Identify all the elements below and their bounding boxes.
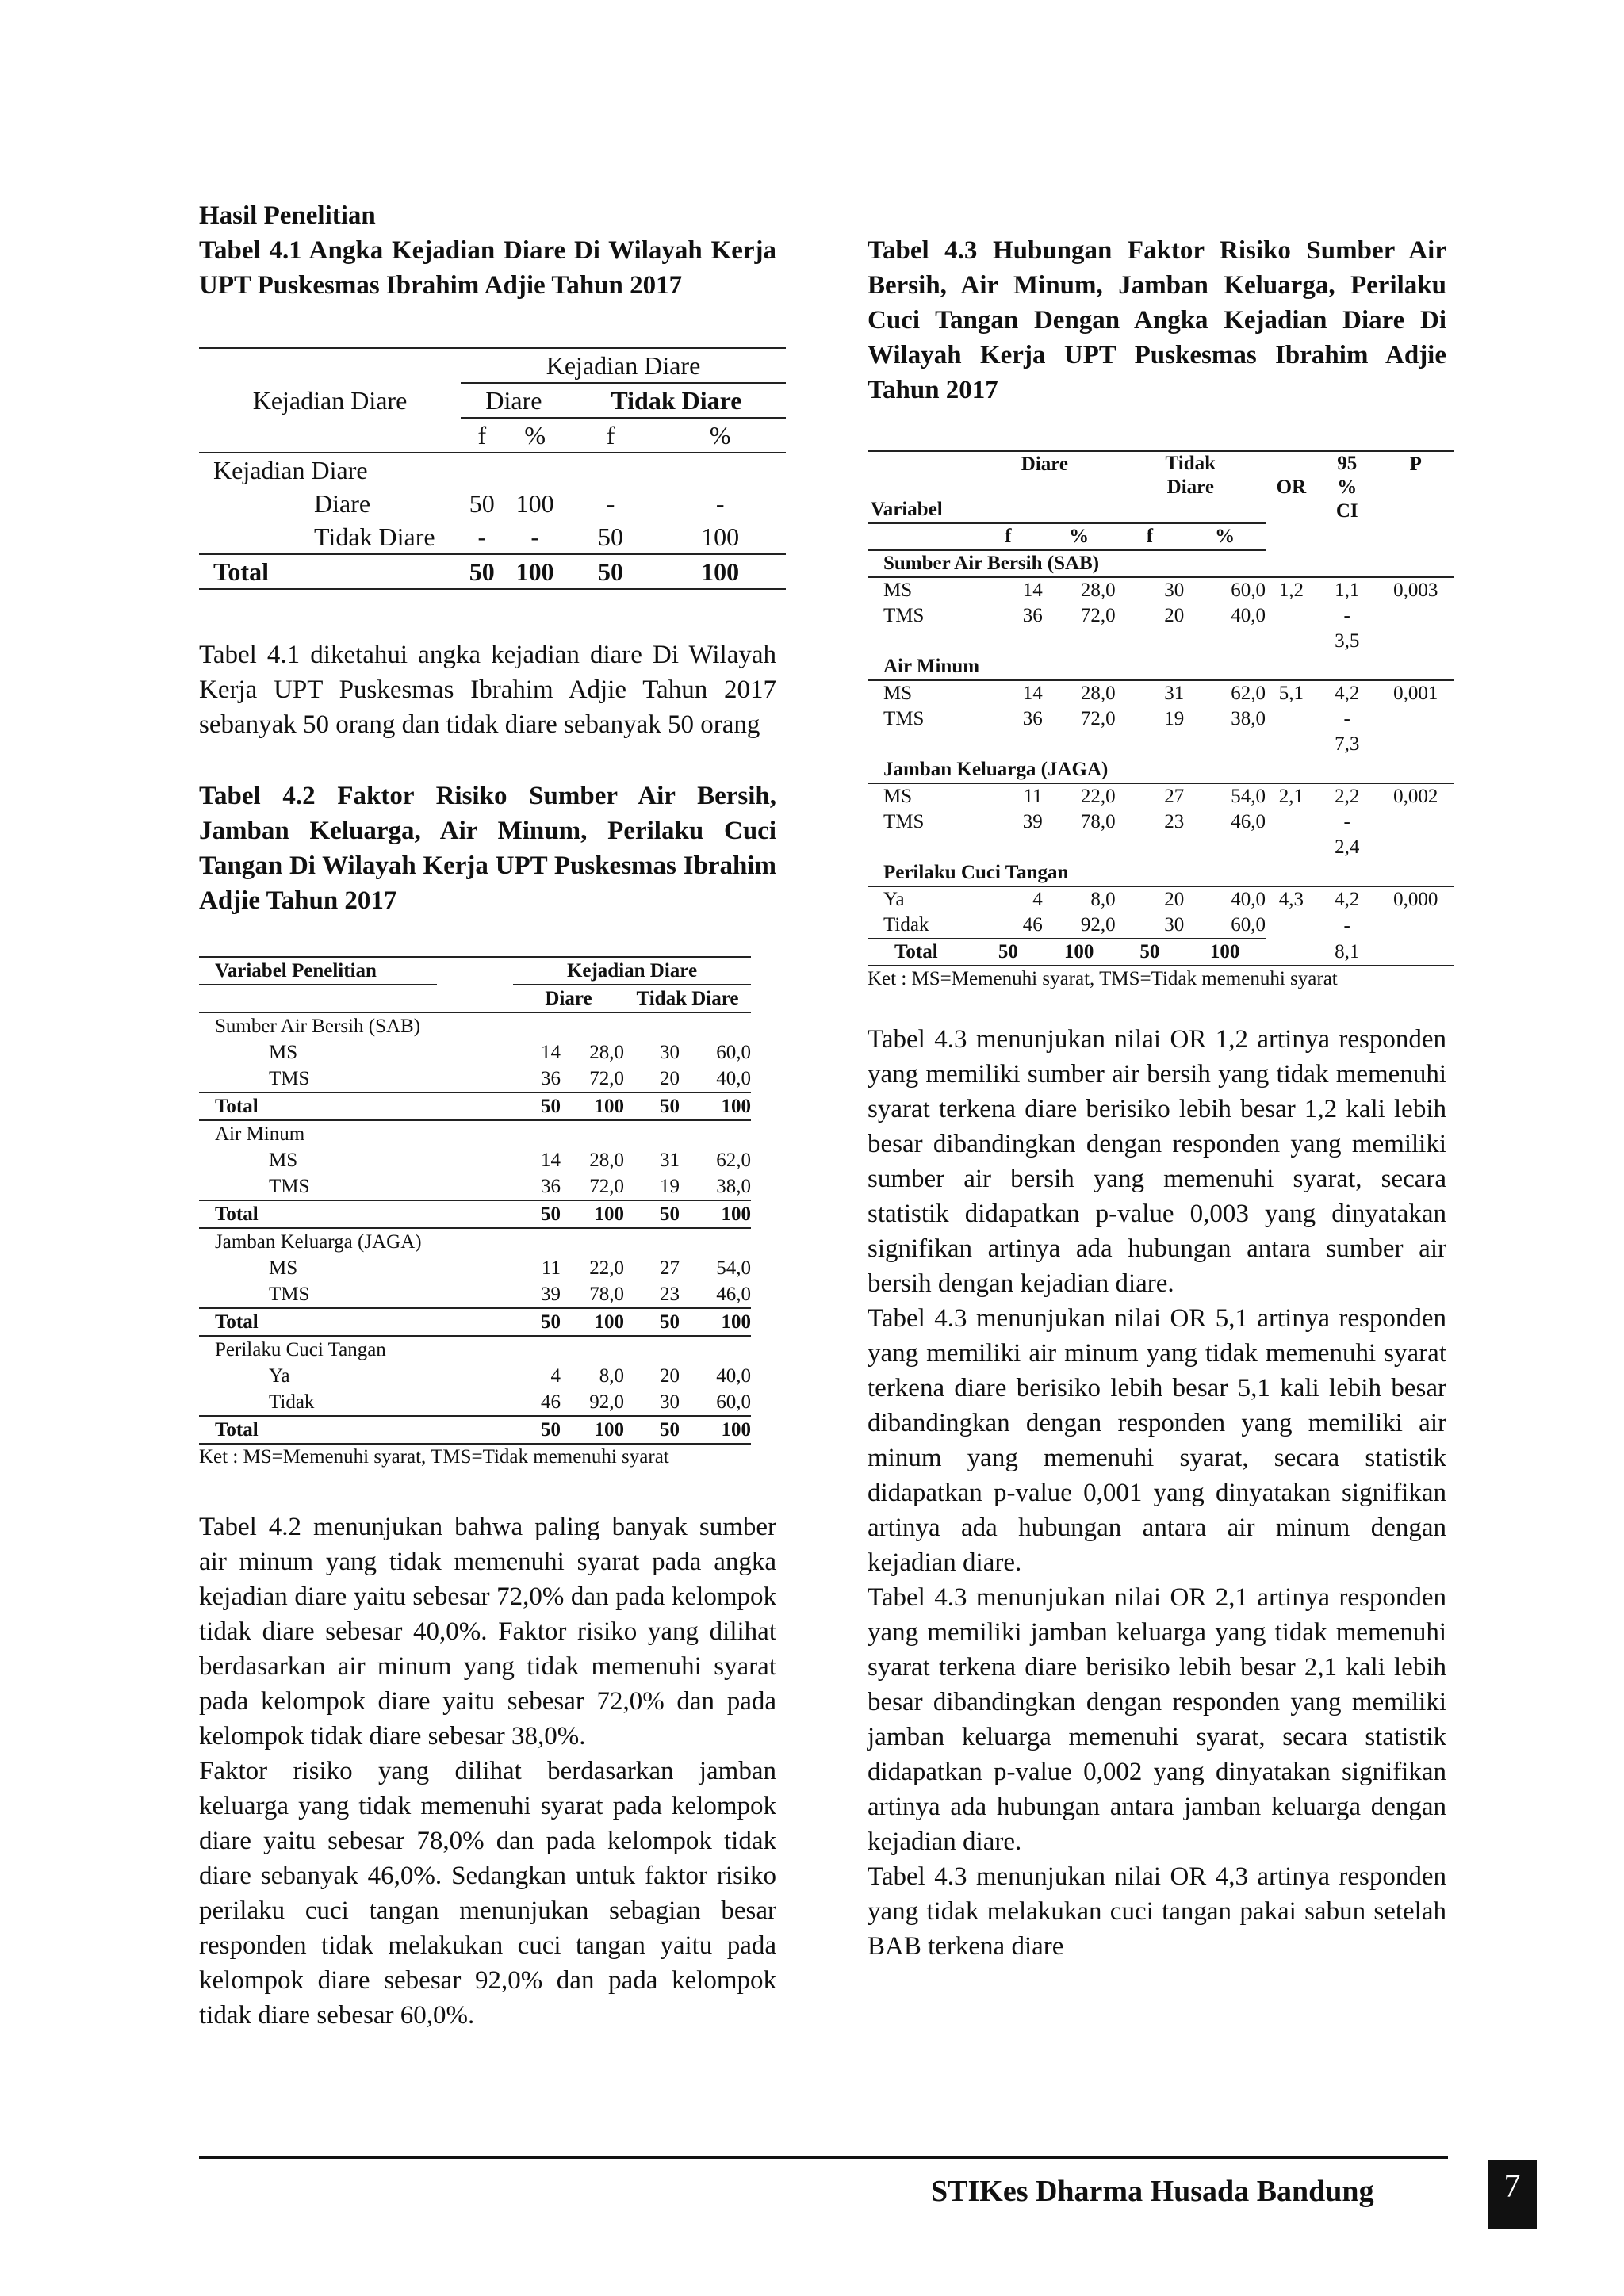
t43-tidak-header: Tidak Diare xyxy=(1116,451,1266,506)
row-label: TMS xyxy=(199,1281,437,1308)
value-cell: 72,0 xyxy=(1080,605,1116,626)
value-cell: 4 xyxy=(974,886,1043,913)
group-label: Air Minum xyxy=(868,654,1266,680)
spacer-cell xyxy=(437,1200,513,1228)
spacer-cell xyxy=(1043,732,1116,757)
table-row xyxy=(199,1363,751,1389)
value-cell: 78,0 xyxy=(1080,811,1116,832)
spacer-cell xyxy=(1377,835,1454,860)
value-cell: 38,0 xyxy=(680,1173,751,1200)
value-cell: 23 xyxy=(1164,811,1185,832)
p-cell xyxy=(1377,603,1454,629)
ci-cell: - xyxy=(1343,914,1350,936)
total-value: 100 xyxy=(680,1200,751,1228)
or-cell: 5,1 xyxy=(1266,680,1317,706)
or-cell xyxy=(1266,603,1317,629)
spacer-cell xyxy=(868,732,974,757)
spacer-cell xyxy=(1116,732,1185,757)
table-row xyxy=(199,1066,751,1093)
value-cell: 23 xyxy=(624,1281,680,1308)
t41-sub: % xyxy=(504,418,567,453)
right-column xyxy=(868,233,1446,1964)
value-cell: 78,0 xyxy=(561,1281,624,1308)
spacer-cell xyxy=(1377,939,1454,966)
spacer-cell xyxy=(1266,835,1317,860)
paragraph: Tabel 4.2 menunjukan bahwa paling banyak sumber air minum yang tidak memenuhi syarat pada angka kejadian diare yaitu sebesar 72,0% dan pada kelompok tidak diare sebesar 40,0%. Faktor risiko yang dilihat berdasarkan air minum yang tidak memenuhi syarat pada kelompok diare yaitu sebesar 72,0% dan pada kelompok tidak diare sebesar 38,0%. xyxy=(199,1513,776,1751)
value-cell: 22,0 xyxy=(589,1257,624,1279)
group-header-row xyxy=(868,757,1454,783)
table-row xyxy=(199,1389,751,1416)
spacer-cell xyxy=(1184,629,1266,654)
value-cell: 39 xyxy=(1022,811,1043,832)
value-cell: 40,0 xyxy=(1184,886,1266,913)
table-total-row: Total 50 100 50 100 xyxy=(199,554,786,589)
value-cell: 14 xyxy=(974,577,1043,603)
p-cell: 0,002 xyxy=(1377,783,1454,809)
ci-cell: - xyxy=(1343,811,1350,832)
t43-p-header: P xyxy=(1377,451,1454,523)
spacer-cell xyxy=(1266,939,1317,966)
total-value: 50 xyxy=(974,939,1043,966)
value-cell: 72,0 xyxy=(561,1066,624,1093)
group-label: Sumber Air Bersih (SAB) xyxy=(868,550,1266,577)
total-value: 50 xyxy=(513,1308,561,1336)
table-4-1 xyxy=(199,347,786,590)
group-label: Jamban Keluarga (JAGA) xyxy=(215,1231,422,1253)
spacer-cell xyxy=(1116,835,1185,860)
total-value: 50 xyxy=(624,1308,680,1336)
value-cell: 72,0 xyxy=(561,1173,624,1200)
table-row xyxy=(868,680,1454,706)
value-cell: 36 xyxy=(1022,605,1043,626)
value-cell: 19 xyxy=(624,1173,680,1200)
group-header-row xyxy=(868,654,1454,680)
value-cell: 46 xyxy=(513,1389,561,1416)
row-label: Ya xyxy=(868,886,974,913)
ci-cell: 4,2 xyxy=(1317,680,1377,706)
table-row xyxy=(199,1173,751,1200)
t41-col-tidak: Tidak Diare xyxy=(567,383,786,418)
table-row xyxy=(868,783,1454,809)
t43-ci-header: 95 % CI xyxy=(1317,451,1377,523)
paragraph: Tabel 4.3 menunjukan nilai OR 1,2 artinya responden yang memiliki sumber air bersih yang tidak memenuhi syarat terkena diare berisiko lebih besar 1,2 kali lebih besar dibandingkan dengan responden yang memiliki sumber air bersih yang memenuhi syarat, secara statistik didapatkan p-value 0,003 yang dinyatakan signifikan artinya ada hubungan antara sumber air bersih dengan kejadian diare. xyxy=(868,1025,1446,1298)
spacer-cell xyxy=(1184,835,1266,860)
row-label: MS xyxy=(269,1042,298,1063)
value-cell: 19 xyxy=(1164,708,1185,729)
ci-end-row xyxy=(868,835,1454,860)
value-cell: 30 xyxy=(1116,577,1185,603)
table-total-row xyxy=(199,1093,751,1120)
row-label: MS xyxy=(868,577,974,603)
value-cell: 8,0 xyxy=(599,1365,624,1387)
group-label: Perilaku Cuci Tangan xyxy=(868,860,1266,886)
spacer-cell xyxy=(1266,732,1317,757)
group-label: Jamban Keluarga (JAGA) xyxy=(868,757,1266,783)
value-cell: 20 xyxy=(1116,886,1185,913)
table-total-row xyxy=(199,1416,751,1444)
total-value: 100 xyxy=(561,1308,624,1336)
or-cell: 2,1 xyxy=(1266,783,1317,809)
total-value: 100 xyxy=(561,1416,624,1444)
spacer-cell xyxy=(437,1389,513,1416)
row-label: TMS xyxy=(883,811,925,832)
total-value: 100 xyxy=(680,1308,751,1336)
spacer-cell xyxy=(1317,654,1377,680)
value-cell: 28,0 xyxy=(1043,680,1116,706)
t43-sub: % xyxy=(1043,523,1116,550)
value-cell: 40,0 xyxy=(1231,605,1266,626)
value-cell: 54,0 xyxy=(716,1257,751,1279)
t43-or-header: OR xyxy=(1266,451,1317,523)
total-value: 50 xyxy=(624,1093,680,1120)
total-value: 100 xyxy=(1043,939,1116,966)
group-label: Air Minum xyxy=(215,1123,305,1145)
group-header-row xyxy=(199,1336,751,1363)
value-cell: 31 xyxy=(1116,680,1185,706)
p-cell: 0,000 xyxy=(1377,886,1454,913)
value-cell: 40,0 xyxy=(680,1066,751,1093)
group-header-row xyxy=(199,1012,751,1039)
row-label: TMS xyxy=(883,605,925,626)
total-value: 50 xyxy=(1116,939,1185,966)
total-label: Total xyxy=(199,1093,437,1120)
value-cell: 62,0 xyxy=(716,1150,751,1171)
value-cell: 60,0 xyxy=(680,1389,751,1416)
left-column xyxy=(199,198,776,2033)
table-row xyxy=(868,603,1454,629)
or-cell: 4,3 xyxy=(1266,886,1317,913)
table43-caption: Tabel 4.3 Hubungan Faktor Risiko Sumber Air Bersih, Air Minum, Jamban Keluarga, Perilaku Cuci Tangan Dengan Angka Kejadian Diare Di Wilayah Kerja UPT Puskesmas Ibrahim Adjie Tahun 2017 xyxy=(868,236,1446,404)
value-cell: 62,0 xyxy=(1184,680,1266,706)
spacer-cell xyxy=(1377,654,1454,680)
spacer-cell xyxy=(1317,860,1377,886)
ci-end-row xyxy=(868,732,1454,757)
paragraph: Tabel 4.1 diketahui angka kejadian diare Di Wilayah Kerja UPT Puskesmas Ibrahim Adjie Tahun 2017 sebanyak 50 orang dan tidak diare sebanyak 50 orang xyxy=(199,641,776,739)
value-cell: 60,0 xyxy=(1184,577,1266,603)
value-cell: 39 xyxy=(513,1281,561,1308)
table-row xyxy=(199,1281,751,1308)
section-title: Hasil Penelitian xyxy=(199,201,376,230)
value-cell: 28,0 xyxy=(1043,577,1116,603)
group-label: Sumber Air Bersih (SAB) xyxy=(215,1016,421,1037)
table-row xyxy=(868,706,1454,732)
table-row xyxy=(199,1255,751,1281)
value-cell: 40,0 xyxy=(716,1365,751,1387)
t41-sub: f xyxy=(461,418,504,453)
value-cell: 30 xyxy=(624,1389,680,1416)
spacer-cell xyxy=(974,732,1043,757)
row-label: MS xyxy=(269,1150,298,1171)
value-cell: 20 xyxy=(1164,605,1185,626)
row-label: MS xyxy=(269,1257,298,1279)
value-cell: 11 xyxy=(541,1257,561,1279)
row-label: Ya xyxy=(269,1365,290,1387)
paragraph: Tabel 4.3 menunjukan nilai OR 5,1 artinya responden yang memiliki air minum yang tidak memenuhi syarat terkena diare berisiko lebih besar 5,1 kali lebih besar dibandingkan dengan responden yang memiliki air minum yang memenuhi syarat, secara statistik didapatkan p-value 0,001 yang dinyatakan signifikan artinya ada hubungan antara air minum dengan kejadian diare. xyxy=(868,1304,1446,1577)
ci-cell: 1,1 xyxy=(1317,577,1377,603)
group-header-row xyxy=(868,860,1454,886)
p-cell xyxy=(1377,706,1454,732)
ci-end-row xyxy=(868,629,1454,654)
t41-row-header: Kejadian Diare xyxy=(252,386,408,415)
table42-caption: Tabel 4.2 Faktor Risiko Sumber Air Bersih, Jamban Keluarga, Air Minum, Perilaku Cuci Tangan Di Wilayah Kerja UPT Puskesmas Ibrahim Adjie Tahun 2017 xyxy=(199,782,776,915)
spacer-cell xyxy=(1377,732,1454,757)
row-label: TMS xyxy=(199,1066,437,1093)
ci-cell: 4,2 xyxy=(1317,886,1377,913)
t41-col-diare: Diare xyxy=(461,383,567,418)
spacer-cell xyxy=(1266,654,1317,680)
spacer-cell xyxy=(1184,732,1266,757)
spacer-cell xyxy=(1266,860,1317,886)
spacer-cell xyxy=(1043,835,1116,860)
total-value: 100 xyxy=(561,1093,624,1120)
t42-diare-header: Diare xyxy=(513,985,624,1012)
spacer-cell xyxy=(1043,629,1116,654)
value-cell: 22,0 xyxy=(1043,783,1116,809)
ci-cell: 2,4 xyxy=(1335,836,1360,858)
row-label: Tidak xyxy=(868,913,974,939)
spacer-cell xyxy=(437,1416,513,1444)
or-cell xyxy=(1266,809,1317,835)
spacer-cell xyxy=(437,1363,513,1389)
value-cell: 20 xyxy=(624,1066,680,1093)
value-cell: 14 xyxy=(541,1150,561,1171)
spacer-cell xyxy=(1377,757,1454,783)
footer-institution: STIKes Dharma Husada Bandung xyxy=(931,2175,1374,2208)
value-cell: 27 xyxy=(1116,783,1185,809)
spacer-cell xyxy=(1377,629,1454,654)
row-label: Tidak xyxy=(199,1389,437,1416)
t43-sub: % xyxy=(1184,523,1266,550)
value-cell: 46,0 xyxy=(680,1281,751,1308)
p-cell: 0,001 xyxy=(1377,680,1454,706)
spacer-cell xyxy=(1266,550,1317,577)
table-row xyxy=(199,1147,751,1173)
value-cell: 14 xyxy=(541,1042,561,1063)
row-label: MS xyxy=(868,680,974,706)
spacer-cell xyxy=(1377,860,1454,886)
spacer-cell xyxy=(437,1093,513,1120)
value-cell: 27 xyxy=(660,1257,680,1279)
total-value: 50 xyxy=(513,1416,561,1444)
total-value: 50 xyxy=(513,1200,561,1228)
p-cell xyxy=(1377,809,1454,835)
total-value: 100 xyxy=(680,1093,751,1120)
table-row: Diare 50 100 - - xyxy=(314,489,725,518)
spacer-cell xyxy=(437,1308,513,1336)
t41-sub: f xyxy=(567,418,654,453)
group-header-row xyxy=(199,1228,751,1255)
value-cell: 54,0 xyxy=(1184,783,1266,809)
total-value: 50 xyxy=(624,1416,680,1444)
value-cell: 38,0 xyxy=(1231,708,1266,729)
t42-var-header: Variabel Penelitian xyxy=(199,957,437,985)
t42-tidak-header: Tidak Diare xyxy=(624,985,751,1012)
t42-group-header: Kejadian Diare xyxy=(513,957,751,985)
t43-sub: f xyxy=(974,523,1043,550)
value-cell: 11 xyxy=(974,783,1043,809)
spacer-cell xyxy=(437,1255,513,1281)
ci-cell: 8,1 xyxy=(1317,939,1377,966)
spacer-cell xyxy=(437,1173,513,1200)
footer-divider xyxy=(199,2156,1448,2159)
p-cell xyxy=(1377,913,1454,939)
total-label: Total xyxy=(199,1308,437,1336)
paragraph: Tabel 4.3 menunjukan nilai OR 4,3 artinya responden yang tidak melakukan cuci tangan pakai sabun setelah BAB terkena diare xyxy=(868,1862,1446,1961)
spacer-cell xyxy=(437,1147,513,1173)
table-row xyxy=(868,886,1454,913)
value-cell: 92,0 xyxy=(1043,913,1116,939)
ci-cell: - xyxy=(1343,708,1350,729)
table-row xyxy=(868,913,1454,939)
table43-note: Ket : MS=Memenuhi syarat, TMS=Tidak memenuhi syarat xyxy=(868,968,1338,989)
table-row: Tidak Diare - - 50 100 xyxy=(199,520,786,554)
spacer-cell xyxy=(1266,757,1317,783)
table-row xyxy=(868,577,1454,603)
spacer-cell xyxy=(437,1281,513,1308)
value-cell: 8,0 xyxy=(1043,886,1116,913)
table-total-row xyxy=(199,1308,751,1336)
table-row xyxy=(868,809,1454,835)
paragraph: Faktor risiko yang dilihat berdasarkan jamban keluarga yang tidak memenuhi syarat pada kelompok diare yaitu sebesar 78,0% dan pada kelompok tidak diare sebanyak 46,0%. Sedangkan untuk faktor risiko perilaku cuci tangan menunjukan sebagian besar responden tidak melakukan cuci tangan yaitu pada kelompok diare sebesar 92,0% dan pada kelompok tidak diare sebesar 60,0%. xyxy=(199,1757,776,2030)
value-cell: 92,0 xyxy=(561,1389,624,1416)
spacer-cell xyxy=(437,1066,513,1093)
spacer-cell xyxy=(974,629,1043,654)
t41-group-header: Kejadian Diare xyxy=(461,348,786,383)
ci-cell: 2,2 xyxy=(1317,783,1377,809)
ci-cell: 3,5 xyxy=(1335,630,1360,652)
total-value: 100 xyxy=(680,1416,751,1444)
value-cell: 28,0 xyxy=(589,1042,624,1063)
value-cell: 31 xyxy=(660,1150,680,1171)
value-cell: 36 xyxy=(513,1173,561,1200)
total-value: 100 xyxy=(1184,939,1266,966)
page-number: 7 xyxy=(1488,2160,1537,2229)
value-cell: 30 xyxy=(1116,913,1185,939)
total-label: Total xyxy=(199,1416,437,1444)
row-label: MS xyxy=(868,783,974,809)
group-label: Perilaku Cuci Tangan xyxy=(215,1339,386,1360)
ci-cell: - xyxy=(1343,605,1350,626)
value-cell: 46 xyxy=(974,913,1043,939)
spacer-cell xyxy=(1317,757,1377,783)
value-cell: 28,0 xyxy=(589,1150,624,1171)
row-label: TMS xyxy=(883,708,925,729)
t43-var-header: Variabel xyxy=(868,451,974,523)
table-total-row xyxy=(199,1200,751,1228)
t43-diare-header: Diare xyxy=(974,451,1116,506)
spacer-cell xyxy=(1317,550,1377,577)
value-cell: 14 xyxy=(974,680,1043,706)
spacer-cell xyxy=(1266,629,1317,654)
table42-note: Ket : MS=Memenuhi syarat, TMS=Tidak memenuhi syarat xyxy=(199,1446,669,1468)
value-cell: 20 xyxy=(660,1365,680,1387)
ci-cell: 7,3 xyxy=(1335,733,1360,755)
value-cell: 30 xyxy=(660,1042,680,1063)
total-value: 100 xyxy=(561,1200,624,1228)
spacer-cell xyxy=(868,629,974,654)
or-cell xyxy=(1266,913,1317,939)
t41-sub: % xyxy=(654,418,786,453)
p-cell: 0,003 xyxy=(1377,577,1454,603)
total-label: Total xyxy=(199,1200,437,1228)
value-cell: 60,0 xyxy=(716,1042,751,1063)
table-4-2 xyxy=(199,956,751,1445)
group-header-row xyxy=(868,550,1454,577)
spacer-cell xyxy=(868,835,974,860)
value-cell: 36 xyxy=(1022,708,1043,729)
table-total-row xyxy=(868,939,1454,966)
or-cell: 1,2 xyxy=(1266,577,1317,603)
value-cell: 36 xyxy=(513,1066,561,1093)
value-cell: 46,0 xyxy=(1231,811,1266,832)
value-cell: 60,0 xyxy=(1184,913,1266,939)
row-label: TMS xyxy=(199,1173,437,1200)
paragraph: Tabel 4.3 menunjukan nilai OR 2,1 artinya responden yang memiliki jamban keluarga yang tidak memenuhi syarat terkena diare berisiko lebih besar 2,1 kali lebih besar dibandingkan dengan responden yang memiliki jamban keluarga memenuhi syarat, secara statistik didapatkan p-value 0,002 yang dinyatakan signifikan artinya ada hubungan antara jamban keluarga dengan kejadian diare. xyxy=(868,1583,1446,1856)
table-4-3 xyxy=(868,450,1454,966)
value-cell: 4 xyxy=(550,1365,561,1387)
spacer-cell xyxy=(1116,629,1185,654)
spacer-cell xyxy=(1377,550,1454,577)
total-value: 50 xyxy=(513,1093,561,1120)
group-header-row xyxy=(199,1120,751,1147)
t43-sub: f xyxy=(1116,523,1185,550)
total-label: Total xyxy=(868,939,974,966)
value-cell: 72,0 xyxy=(1080,708,1116,729)
spacer-cell xyxy=(974,835,1043,860)
table-row xyxy=(199,1039,751,1066)
spacer-cell xyxy=(437,1039,513,1066)
or-cell xyxy=(1266,706,1317,732)
total-value: 50 xyxy=(624,1200,680,1228)
table41-caption: Tabel 4.1 Angka Kejadian Diare Di Wilayah Kerja UPT Puskesmas Ibrahim Adjie Tahun 2017 xyxy=(199,236,776,300)
t41-category: Kejadian Diare xyxy=(213,456,368,484)
